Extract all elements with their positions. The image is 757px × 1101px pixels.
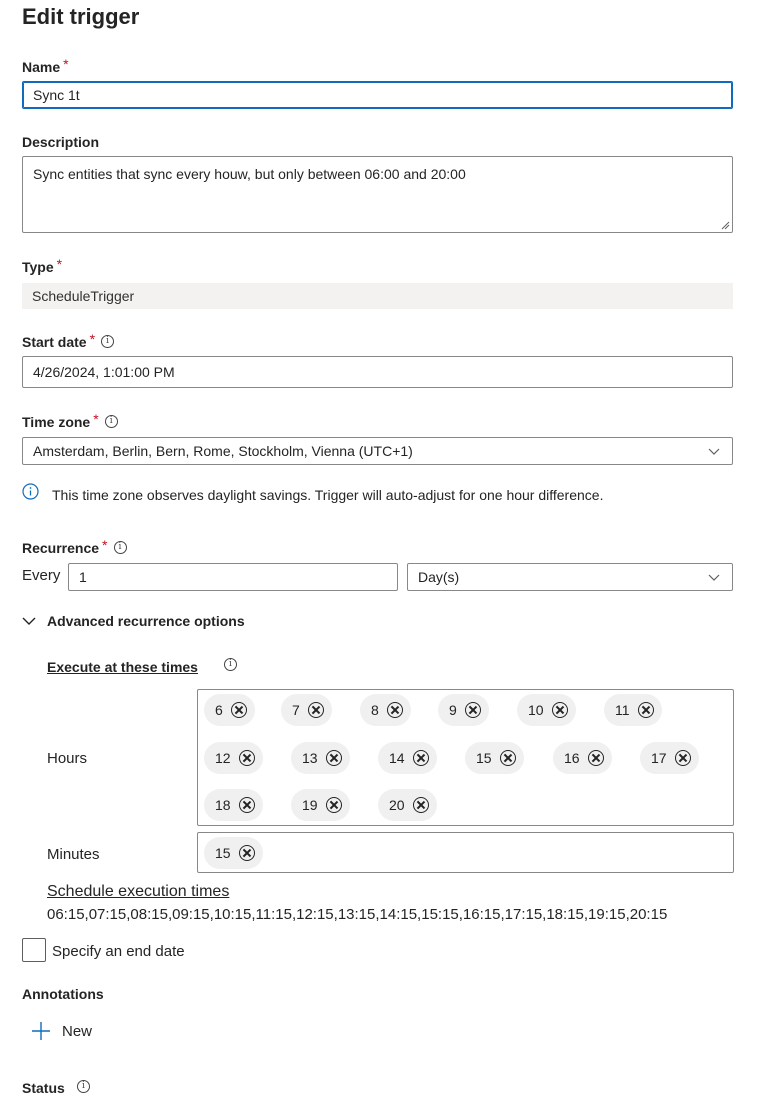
- chevron-down-icon: [708, 448, 720, 455]
- info-icon[interactable]: i: [101, 335, 114, 348]
- description-label: Description: [22, 134, 100, 150]
- info-icon[interactable]: i: [224, 658, 237, 671]
- remove-icon[interactable]: [552, 702, 568, 718]
- description-value: Sync entities that sync every houw, but only between 06:00 and 20:00: [33, 166, 466, 182]
- type-label: Type *: [22, 256, 63, 275]
- time-zone-label: Time zone * i: [22, 414, 118, 430]
- new-annotation-button[interactable]: [31, 1021, 92, 1041]
- description-textarea[interactable]: [22, 156, 733, 233]
- start-date-label: Start date * i: [22, 334, 114, 350]
- end-date-checkbox[interactable]: [22, 938, 46, 962]
- hour-tag[interactable]: 9: [438, 694, 489, 726]
- schedule-execution-times-link[interactable]: Schedule execution times: [47, 883, 230, 900]
- remove-icon[interactable]: [239, 797, 255, 813]
- hour-tag[interactable]: 19: [291, 789, 350, 821]
- start-date-input[interactable]: [22, 356, 733, 388]
- recurrence-label: Recurrence * i: [22, 540, 127, 556]
- chevron-down-icon: [708, 574, 720, 581]
- new-annotation-label: New: [62, 1022, 93, 1040]
- remove-icon[interactable]: [675, 750, 691, 766]
- remove-icon[interactable]: [413, 797, 429, 813]
- every-label: Every: [22, 567, 61, 584]
- interval-value: 1: [79, 569, 87, 585]
- remove-icon[interactable]: [387, 702, 403, 718]
- time-zone-dropdown[interactable]: [22, 437, 733, 465]
- hour-tag[interactable]: 14: [378, 742, 437, 774]
- schedule-times-value: 06:15,07:15,08:15,09:15,10:15,11:15,12:15,13:15,14:15,15:15,16:15,17:15,18:15,19:15,20:15: [47, 906, 668, 923]
- minutes-label: Minutes: [47, 846, 100, 863]
- status-label: Status: [22, 1080, 65, 1096]
- remove-icon[interactable]: [500, 750, 516, 766]
- remove-icon[interactable]: [588, 750, 604, 766]
- remove-icon[interactable]: [413, 750, 429, 766]
- remove-icon[interactable]: [231, 702, 247, 718]
- remove-icon[interactable]: [308, 702, 324, 718]
- end-date-label[interactable]: Specify an end date: [52, 943, 185, 960]
- timezone-notice: This time zone observes daylight savings. Trigger will auto-adjust for one hour difference.: [52, 487, 604, 503]
- hour-tag[interactable]: 17: [640, 742, 699, 774]
- advanced-recurrence-toggle[interactable]: [22, 613, 245, 629]
- required-marker: *: [89, 331, 96, 347]
- hour-tag[interactable]: 13: [291, 742, 350, 774]
- frequency-dropdown[interactable]: [407, 563, 733, 591]
- name-input[interactable]: [22, 81, 733, 109]
- chevron-down-icon: [22, 617, 36, 626]
- required-marker: *: [102, 537, 108, 553]
- remove-icon[interactable]: [638, 702, 654, 718]
- plus-icon: [31, 1021, 51, 1041]
- info-icon[interactable]: i: [105, 415, 118, 428]
- required-marker: *: [63, 56, 69, 72]
- remove-icon[interactable]: [326, 797, 342, 813]
- hour-tag[interactable]: 11: [604, 694, 662, 726]
- hour-tag[interactable]: 18: [204, 789, 263, 821]
- name-value: Sync 1t: [33, 87, 80, 103]
- type-value: ScheduleTrigger: [22, 283, 733, 309]
- minute-tag[interactable]: 15: [204, 837, 263, 869]
- minutes-picker[interactable]: [197, 832, 734, 873]
- remove-icon[interactable]: [239, 845, 255, 861]
- required-marker: *: [56, 256, 63, 272]
- hour-tag[interactable]: 15: [465, 742, 524, 774]
- frequency-value: Day(s): [418, 569, 460, 585]
- hour-tag[interactable]: 20: [378, 789, 437, 821]
- advanced-recurrence-label: Advanced recurrence options: [47, 613, 245, 629]
- time-zone-value: Amsterdam, Berlin, Bern, Rome, Stockholm, Vienna (UTC+1): [33, 443, 413, 459]
- hour-tag[interactable]: 12: [204, 742, 263, 774]
- required-marker: *: [93, 411, 99, 427]
- hours-picker[interactable]: [197, 689, 734, 826]
- hour-tag[interactable]: 7: [281, 694, 332, 726]
- remove-icon[interactable]: [239, 750, 255, 766]
- info-circle-icon: [22, 483, 39, 500]
- remove-icon[interactable]: [465, 702, 481, 718]
- hour-tag[interactable]: 10: [517, 694, 576, 726]
- panel-title: Edit trigger: [22, 4, 140, 29]
- start-date-value: 4/26/2024, 1:01:00 PM: [33, 364, 175, 380]
- name-label: Name *: [22, 56, 69, 75]
- info-icon[interactable]: i: [114, 541, 127, 554]
- annotations-label: Annotations: [22, 986, 104, 1002]
- info-icon[interactable]: i: [77, 1080, 90, 1093]
- interval-input[interactable]: [68, 563, 398, 591]
- hour-tag[interactable]: 6: [204, 694, 255, 726]
- execute-times-label: Execute at these times: [47, 659, 198, 675]
- hour-tag[interactable]: 16: [553, 742, 612, 774]
- remove-icon[interactable]: [326, 750, 342, 766]
- resize-grip-icon[interactable]: [721, 221, 730, 230]
- hours-label: Hours: [47, 750, 88, 767]
- hour-tag[interactable]: 8: [360, 694, 411, 726]
